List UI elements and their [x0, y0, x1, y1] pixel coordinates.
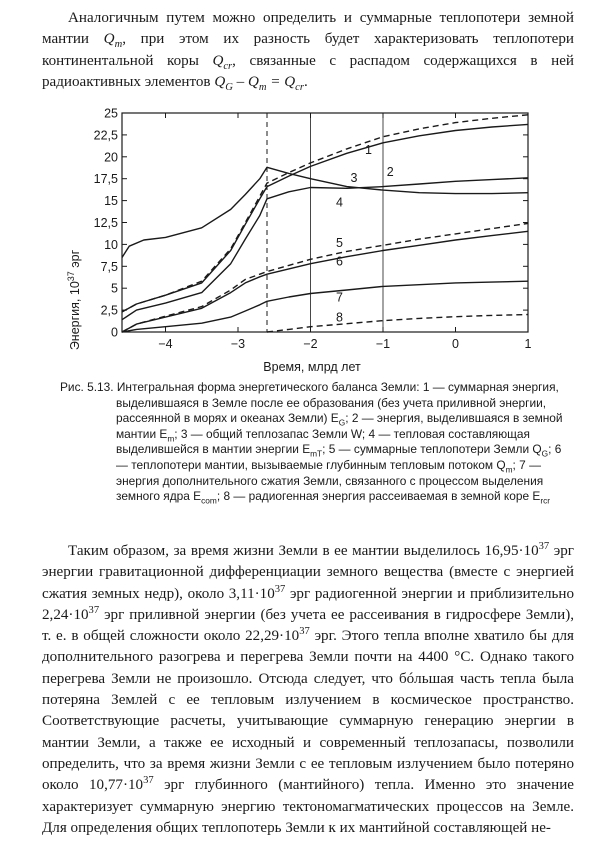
- caption-text: ; 7 — энергия дополнительного сжатия Земли, связанного с процессом выделения земного ядра E: [116, 457, 544, 504]
- series-line-2: [122, 124, 528, 312]
- text-run: , при этом их разность будет характеризовать теплопотери континентальной коры: [42, 31, 575, 69]
- subscript: m: [114, 39, 123, 51]
- formula: = Q: [266, 73, 296, 90]
- x-tick-label: −1: [375, 337, 391, 351]
- series-label-2: 2: [386, 165, 394, 180]
- y-tick-label: 7,5: [100, 259, 118, 274]
- series-label-1: 1: [365, 143, 372, 158]
- text-run: Аналогичным путем можно определить и суммарные теплопотери земной мантии: [42, 10, 574, 48]
- caption-text: ; 8 — радиогенная энергия рассеиваемая в земной коре E: [216, 489, 541, 504]
- series-label-8: 8: [336, 310, 343, 325]
- plot-frame: [122, 113, 528, 332]
- x-tick-label: −3: [230, 337, 246, 351]
- plot-area: [94, 107, 532, 352]
- y-tick-label: 22,5: [93, 128, 118, 143]
- subscript: m: [258, 81, 267, 93]
- text-run: , связанные с распадом содержащихся в ней радиоактивных элементов: [42, 52, 574, 90]
- caption-number: Рис. 5.13.: [60, 380, 114, 394]
- subscript: cr: [295, 81, 304, 93]
- figure-caption: [60, 380, 574, 505]
- superscript: 37: [88, 604, 100, 616]
- text-run: .: [303, 73, 308, 90]
- text-run: эрг приливной энергии (без учета ее рассеивания в гидросфере Земли), т. е. в общей сложности около 22,29·10: [42, 606, 574, 645]
- caption-text: ; 2 — энергия, выделившаяся в земной мантии E: [116, 411, 563, 441]
- y-tick-label: 20: [104, 150, 118, 165]
- y-axis-label-sup: 37: [66, 271, 76, 282]
- text-run: эрг глубинного (мантийного) тепла. Именно это значение характеризует суммарную энергию тектономагматических процессов на Земле. Для определения общих теплопотерь Земли к их мантийной составляющей не-: [42, 777, 574, 836]
- y-tick-label: 15: [104, 194, 118, 209]
- subscript: m: [167, 433, 175, 444]
- subscript: com: [201, 495, 217, 506]
- caption-text: ; 3 — общий теплозапас Земли W; 4 — тепловая составляющая выделившейся в мантии энергии E: [116, 426, 530, 457]
- y-axis-label-text: Энергия, 10: [68, 281, 82, 351]
- formula: Q: [214, 73, 226, 90]
- subscript: G: [338, 417, 346, 428]
- series-label-7: 7: [336, 290, 343, 305]
- text-run: эрг энергии гравитационной дифференциации земного вещества (вместе с энергией сжатия земных недр), около 3,11·10: [42, 543, 574, 602]
- series-label-4: 4: [336, 195, 343, 210]
- y-tick-label: 10: [104, 237, 118, 252]
- text-run: Таким образом, за время жизни Земли в ее мантии выделилось 16,95·10: [68, 543, 539, 559]
- y-axis-label-unit: эрг: [68, 249, 82, 272]
- y-tick-label: 2,5: [100, 303, 118, 318]
- caption-text: ; 5 — суммарные теплопотери Земли Q: [322, 442, 542, 457]
- x-tick-label: 0: [452, 337, 459, 351]
- y-tick-label: 0: [111, 325, 118, 340]
- subscript: rcr: [540, 495, 551, 506]
- symbol-q: Q: [103, 31, 115, 48]
- caption-text: ; 6 — теплопотери мантии, вызываемые глубинным тепловым потоком Q: [116, 442, 562, 472]
- symbol-q: Q: [212, 52, 224, 69]
- subscript: G: [541, 448, 549, 459]
- series-line-4: [122, 178, 528, 320]
- series-label-3: 3: [350, 171, 358, 186]
- superscript: 37: [274, 583, 286, 595]
- x-tick-label: 1: [524, 337, 532, 351]
- energy-balance-chart: [0, 100, 600, 378]
- series-line-8: [267, 315, 528, 333]
- subscript: cr: [223, 60, 233, 72]
- text-run: эрг. Этого тепла вполне хватило бы для дополнительного разогрева и перегрева Земли почти на 4400 °С. Однако такого перегрева Земли не произошло. Отсюда следует, что бóльшая часть тепла была потеряна Землей с ее тепловым излучением в космическое пространство. Соответствующие расчеты, учитывающие суммарную генерацию энергии в мантии Земли, а также ее исходный и современный теплозапасы, позволили определить, что за время жизни Земли с ее тепловым излучением было потеряно около 10,77·10: [42, 628, 574, 794]
- subscript: m: [505, 464, 513, 475]
- y-tick-label: 5: [111, 281, 118, 296]
- superscript: 37: [299, 626, 310, 638]
- formula: – Q: [232, 73, 259, 90]
- subscript: G: [225, 81, 233, 93]
- subscript: mT: [310, 448, 323, 459]
- caption-text: Интегральная форма энергетического баланса Земли: 1 — суммарная энергия, выделившаяся в Земле после ее образования (без учета приливной энергии, рассеянной в морях и океанах Земли) E: [116, 380, 559, 426]
- series-label-5: 5: [336, 236, 343, 251]
- body-paragraph: [42, 541, 574, 839]
- text-run: эрг радиогенной энергии и приблизительно 2,24·10: [42, 585, 574, 623]
- y-tick-label: 12,5: [93, 216, 118, 230]
- y-tick-label: 25: [104, 106, 118, 121]
- x-tick-label: −4: [158, 337, 173, 351]
- series-label-6: 6: [336, 254, 343, 269]
- x-axis-label: Время, млрд лет: [263, 360, 361, 374]
- superscript: 37: [143, 775, 154, 787]
- caption-block: [60, 380, 574, 505]
- superscript: 37: [538, 540, 550, 552]
- y-tick-label: 17,5: [93, 172, 118, 187]
- x-tick-label: −2: [303, 337, 318, 351]
- intro-paragraph: [42, 8, 574, 93]
- y-axis-label: [66, 249, 82, 350]
